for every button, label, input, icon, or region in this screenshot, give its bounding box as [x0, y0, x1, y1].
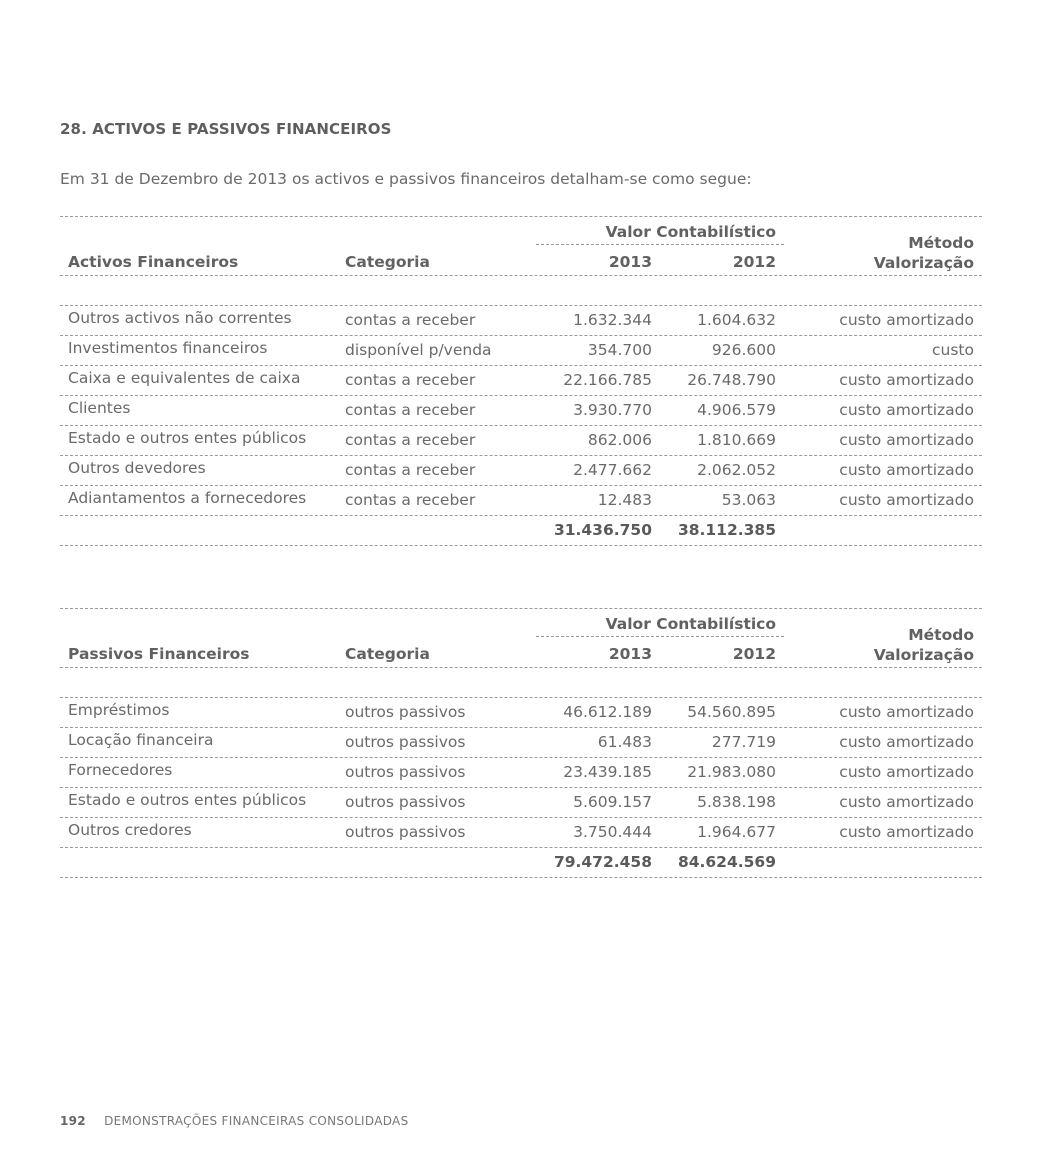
cell-method: custo amortizado: [839, 703, 974, 721]
intro-paragraph: Em 31 de Dezembro de 2013 os activos e passivos financeiros detalham-se como segue:: [60, 170, 752, 188]
cell-category: outros passivos: [345, 703, 466, 721]
cell-category: contas a receber: [345, 431, 476, 449]
cell-2013: 12.483: [597, 491, 652, 509]
table-row: [60, 366, 982, 395]
cell-2013: 3.750.444: [573, 823, 652, 841]
cell-method: custo amortizado: [839, 431, 974, 449]
cell-2013: 354.700: [587, 341, 652, 359]
cell-method: custo amortizado: [839, 371, 974, 389]
header-method-line2: Valorização: [873, 646, 974, 664]
cell-2012: 26.748.790: [687, 371, 776, 389]
cell-method: custo amortizado: [839, 401, 974, 419]
table-row: [60, 728, 982, 757]
total-2012: 38.112.385: [677, 521, 776, 539]
cell-method: custo amortizado: [839, 823, 974, 841]
cell-category: contas a receber: [345, 371, 476, 389]
cell-name: Estado e outros entes públicos: [68, 429, 307, 447]
total-2012: 84.624.569: [677, 853, 776, 871]
total-2013: 79.472.458: [553, 853, 652, 871]
cell-name: Locação financeira: [68, 731, 214, 749]
header-method-line2: Valorização: [873, 254, 974, 272]
cell-2012: 4.906.579: [697, 401, 776, 419]
cell-category: outros passivos: [345, 733, 466, 751]
table-row: [60, 426, 982, 455]
cell-2012: 2.062.052: [697, 461, 776, 479]
cell-name: Clientes: [68, 399, 131, 417]
section-title: 28. ACTIVOS E PASSIVOS FINANCEIROS: [60, 120, 392, 138]
table-row: [60, 486, 982, 515]
header-method: [874, 233, 974, 273]
cell-method: custo amortizado: [839, 763, 974, 781]
cell-category: contas a receber: [345, 461, 476, 479]
total-row: [60, 848, 982, 877]
cell-2013: 3.930.770: [573, 401, 652, 419]
header-category: Categoria: [345, 253, 430, 271]
cell-2012: 21.983.080: [687, 763, 776, 781]
cell-category: outros passivos: [345, 763, 466, 781]
cell-name: Fornecedores: [68, 761, 173, 779]
cell-name: Estado e outros entes públicos: [68, 791, 307, 809]
cell-2013: 61.483: [597, 733, 652, 751]
header-method-line1: Método: [908, 234, 974, 252]
table-row: [60, 306, 982, 335]
cell-2012: 1.810.669: [697, 431, 776, 449]
cell-name: Adiantamentos a fornecedores: [68, 489, 307, 507]
spacer-row: [60, 276, 982, 305]
cell-2013: 1.632.344: [573, 311, 652, 329]
table-bottom-rule: [60, 545, 982, 546]
cell-category: contas a receber: [345, 311, 476, 329]
cell-method: custo: [932, 341, 974, 359]
cell-2012: 54.560.895: [687, 703, 776, 721]
table-header: [60, 609, 982, 667]
table-row: [60, 336, 982, 365]
total-row: [60, 516, 982, 545]
header-category: Categoria: [345, 645, 430, 663]
cell-method: custo amortizado: [839, 793, 974, 811]
header-2013: 2013: [608, 645, 652, 663]
header-name: Passivos Financeiros: [68, 645, 250, 663]
header-method-line1: Método: [908, 626, 974, 644]
cell-category: outros passivos: [345, 793, 466, 811]
cell-2013: 46.612.189: [563, 703, 652, 721]
cell-category: contas a receber: [345, 491, 476, 509]
cell-name: Caixa e equivalentes de caixa: [68, 369, 301, 387]
total-2013: 31.436.750: [553, 521, 652, 539]
liabilities-table: [60, 608, 982, 878]
cell-name: Outros devedores: [68, 459, 206, 477]
header-name: Activos Financeiros: [68, 253, 239, 271]
cell-name: Empréstimos: [68, 701, 170, 719]
table-row: [60, 698, 982, 727]
table-row: [60, 396, 982, 425]
cell-category: contas a receber: [345, 401, 476, 419]
table-body: [60, 698, 982, 848]
group-header-book-value: Valor Contabilístico: [536, 615, 784, 637]
cell-method: custo amortizado: [839, 491, 974, 509]
cell-2013: 862.006: [587, 431, 652, 449]
table-row: [60, 758, 982, 787]
cell-2012: 53.063: [721, 491, 776, 509]
header-2012: 2012: [732, 645, 776, 663]
cell-name: Outros credores: [68, 821, 192, 839]
table-row: [60, 788, 982, 817]
group-header-book-value: Valor Contabilístico: [536, 223, 784, 245]
cell-2012: 1.964.677: [697, 823, 776, 841]
cell-method: custo amortizado: [839, 311, 974, 329]
spacer-row: [60, 668, 982, 697]
table-bottom-rule: [60, 877, 982, 878]
table-body: [60, 306, 982, 516]
cell-2013: 2.477.662: [573, 461, 652, 479]
table-row: [60, 456, 982, 485]
page-number: 192: [60, 1114, 86, 1128]
cell-category: outros passivos: [345, 823, 466, 841]
cell-2013: 22.166.785: [563, 371, 652, 389]
cell-2012: 277.719: [711, 733, 776, 751]
page-footer: [60, 1114, 409, 1128]
cell-2013: 23.439.185: [563, 763, 652, 781]
header-2012: 2012: [732, 253, 776, 271]
table-row: [60, 818, 982, 847]
table-header: [60, 217, 982, 275]
cell-2012: 1.604.632: [697, 311, 776, 329]
header-method: [874, 625, 974, 665]
cell-2012: 926.600: [711, 341, 776, 359]
cell-method: custo amortizado: [839, 461, 974, 479]
cell-name: Outros activos não correntes: [68, 309, 292, 327]
header-2013: 2013: [608, 253, 652, 271]
cell-2012: 5.838.198: [697, 793, 776, 811]
cell-method: custo amortizado: [839, 733, 974, 751]
assets-table: [60, 216, 982, 546]
cell-name: Investimentos financeiros: [68, 339, 268, 357]
cell-2013: 5.609.157: [573, 793, 652, 811]
cell-category: disponível p/venda: [345, 341, 492, 359]
footer-section-name: DEMONSTRAÇÕES FINANCEIRAS CONSOLIDADAS: [104, 1114, 409, 1128]
